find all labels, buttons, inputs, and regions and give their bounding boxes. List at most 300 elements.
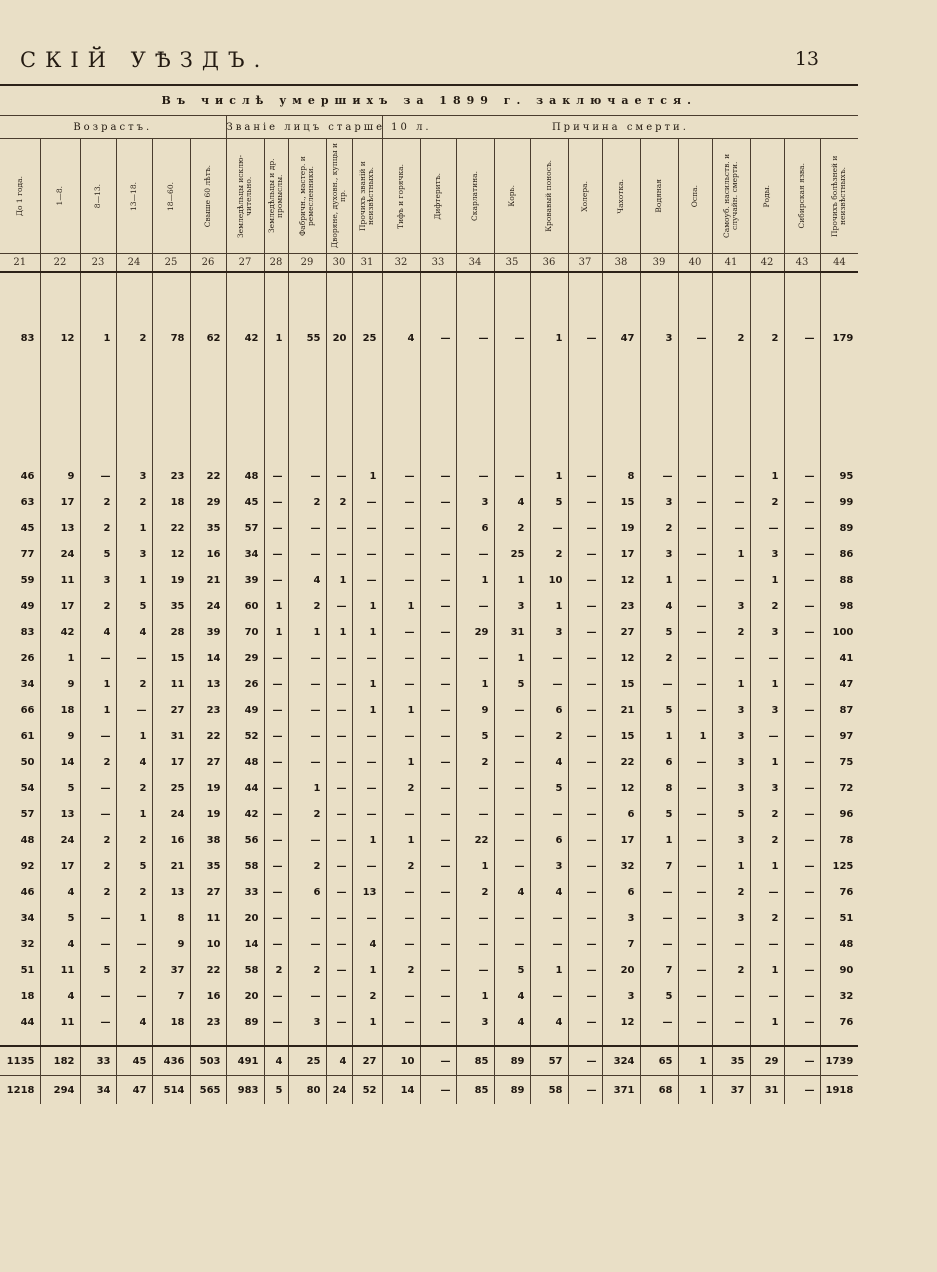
table-cell: 3 [712,749,750,775]
spacer-cell [152,453,190,463]
table-cell: — [494,931,530,957]
table-cell: — [326,515,352,541]
column-header-label: Свыше 60 лѣтъ. [203,164,212,228]
table-row [0,619,858,645]
table-cell: 5 [456,723,494,749]
table-cell: 4 [116,619,152,645]
table-cell: — [264,671,288,697]
table-cell: — [568,983,602,1009]
table-cell: 565 [190,1076,226,1105]
table-cell: 7 [602,931,640,957]
table-cell: — [784,671,820,697]
table-cell: — [326,671,352,697]
table-cell: 13 [152,879,190,905]
table-cell: — [568,801,602,827]
table-cell: — [264,541,288,567]
spacer-cell [116,1035,152,1046]
table-cell: 34 [20,678,35,690]
column-header-label: Земледѣльцы исклю-чительно. [236,154,253,238]
table-cell: 47 [602,283,640,393]
table-cell: — [712,489,750,515]
table-cell: 3 [750,775,784,801]
table-cell: 89 [820,515,858,541]
table-cell: 1 [640,723,678,749]
table-cell: — [784,541,820,567]
table-cell: — [352,801,382,827]
table-cell: — [678,749,712,775]
table-cell: 1 [116,567,152,593]
table-cell: — [784,489,820,515]
column-header [152,139,190,254]
running-head: СКІЙ УѢЗДЪ. [20,48,270,72]
table-cell: — [326,1009,352,1035]
table-cell: — [678,1009,712,1035]
table-cell: — [264,801,288,827]
table-cell: 1 [382,697,420,723]
table-cell: — [420,283,456,393]
spacer-cell [190,272,226,283]
table-cell: 1 [352,697,382,723]
column-header [568,139,602,254]
column-number: 38 [602,254,640,273]
table-cell: 1218 [0,1076,40,1105]
table-cell: 5 [80,957,116,983]
spacer-cell [288,453,326,463]
table-cell: 37 [152,957,190,983]
table-cell: — [784,645,820,671]
table-cell: — [678,541,712,567]
column-number: 44 [820,254,858,273]
table-cell: — [326,541,352,567]
spacer-cell [264,453,288,463]
table-cell: 25 [152,775,190,801]
table-cell: — [420,1046,456,1076]
table-cell: 3 [712,905,750,931]
table-cell: 24 [152,801,190,827]
table-cell: 1 [40,645,80,671]
table-cell: 48 [820,931,858,957]
table-cell: — [494,697,530,723]
table-row [0,775,858,801]
table-cell: — [784,801,820,827]
table-cell: 3 [712,827,750,853]
spacer-cell [326,423,352,453]
table-cell: 5 [494,957,530,983]
spacer-cell [382,453,420,463]
table-row [0,489,858,515]
column-header [602,139,640,254]
spacer-cell [712,423,750,453]
table-row [0,697,858,723]
spacer-cell [288,393,326,423]
table-cell: — [530,645,568,671]
column-header-label: Тифъ и горячка. [396,163,405,229]
table-cell: 10 [190,931,226,957]
table-cell: 27 [602,619,640,645]
table-cell: 44 [226,775,264,801]
table-cell: — [640,931,678,957]
table-cell: — [784,1046,820,1076]
table-cell: — [568,645,602,671]
table-cell: 9 [456,697,494,723]
table-cell: 17 [40,853,80,879]
page-number: 13 [794,48,819,70]
table-cell: — [678,489,712,515]
table-cell: 1 [264,283,288,393]
table-cell: 15 [602,489,640,515]
table-cell: 2 [712,619,750,645]
table-cell: — [420,905,456,931]
table-cell: 7 [640,853,678,879]
table-cell: 27 [152,697,190,723]
column-header [494,139,530,254]
table-cell: — [352,853,382,879]
table-cell: 3 [602,905,640,931]
table-cell: 1 [352,593,382,619]
table-cell: — [494,801,530,827]
spacer-cell [568,272,602,283]
table-cell: 19 [602,515,640,541]
table-cell: 15 [602,723,640,749]
table-cell: 34 [20,912,35,924]
table-cell: — [288,723,326,749]
table-row [0,567,858,593]
table-cell: — [784,853,820,879]
column-number: 36 [530,254,568,273]
table-cell: 5 [116,853,152,879]
column-header [640,139,678,254]
table-cell: 7 [640,957,678,983]
spacer-cell [750,393,784,423]
table-cell: 1 [750,1009,784,1035]
spacer-cell [784,272,820,283]
table-cell: 17 [152,749,190,775]
table-cell: 49 [20,600,35,612]
table-cell: 2 [712,957,750,983]
table-cell: — [80,931,116,957]
table-cell: 5 [530,489,568,515]
table-cell: 3 [456,489,494,515]
table-cell: 3 [80,567,116,593]
table-cell: 52 [352,1076,382,1105]
column-number: 33 [420,254,456,273]
table-cell: — [494,283,530,393]
spacer-cell [40,393,80,423]
table-cell: — [352,749,382,775]
table-cell: — [264,697,288,723]
spacer-row [0,1035,858,1046]
table-cell: 52 [226,723,264,749]
table-cell: 89 [226,1009,264,1035]
table-cell: 4 [40,931,80,957]
table-cell: — [678,697,712,723]
column-header [784,139,820,254]
table-cell: 3 [640,489,678,515]
spacer-cell [456,272,494,283]
table-cell: — [530,801,568,827]
table-cell: 983 [226,1076,264,1105]
spacer-cell [190,423,226,453]
column-header-label: Скарлатина. [470,171,479,221]
column-header-label: Сибирская язва. [797,163,806,229]
table-cell: — [640,1009,678,1035]
table-cell: 3 [288,1009,326,1035]
table-cell: 3 [530,619,568,645]
table-cell: — [420,489,456,515]
table-cell: — [784,983,820,1009]
table-cell: 58 [226,853,264,879]
table-cell: — [264,775,288,801]
column-header [530,139,568,254]
spacer-cell [568,393,602,423]
column-header [190,139,226,254]
spacer-cell [750,453,784,463]
table-cell: 3 [116,541,152,567]
table-cell: 33 [80,1046,116,1076]
table-cell: — [326,879,352,905]
table-cell: — [420,1076,456,1105]
table-cell: 3 [750,541,784,567]
table-cell: 44 [20,1016,35,1028]
table-cell: 2 [116,489,152,515]
table-cell: 5 [640,619,678,645]
table-cell: 98 [820,593,858,619]
table-cell: 1 [530,283,568,393]
table-cell: 13 [40,515,80,541]
table-cell: 45 [226,489,264,515]
column-header-label: Прочихъ болѣзней и неизвѣстныхъ. [830,155,848,237]
table-cell: 31 [750,1076,784,1105]
table-cell: — [678,619,712,645]
table-cell: — [568,931,602,957]
table-cell: 11 [40,957,80,983]
table-cell: 58 [226,957,264,983]
table-cell: — [712,983,750,1009]
table-cell: 3 [712,697,750,723]
table-cell: 11 [152,671,190,697]
table-cell: 3 [530,853,568,879]
column-header [288,139,326,254]
table-cell: 2 [750,593,784,619]
column-header-label: Холера. [580,180,589,212]
table-cell: 1 [382,593,420,619]
table-cell: — [80,723,116,749]
spacer-cell [712,453,750,463]
spacer-cell [226,272,264,283]
table-cell: 2 [288,593,326,619]
table-cell: — [382,723,420,749]
table-cell: 19 [190,775,226,801]
table-cell: 11 [40,567,80,593]
table-cell: 34 [226,541,264,567]
table-cell: — [288,463,326,489]
table-cell: 1 [80,283,116,393]
table-cell: — [264,879,288,905]
spacer-cell [640,453,678,463]
column-header [226,139,264,254]
table-cell: — [712,1009,750,1035]
table-cell: — [530,931,568,957]
spacer-cell [152,272,190,283]
table-cell: — [288,931,326,957]
summary-row [0,283,858,393]
column-number: 37 [568,254,602,273]
table-cell: — [678,567,712,593]
table-cell: 29 [226,645,264,671]
spacer-cell [820,1035,858,1046]
table-cell: — [420,593,456,619]
table-cell: 2 [712,879,750,905]
table-cell: 6 [640,749,678,775]
table-cell: 29 [190,489,226,515]
table-cell: — [494,853,530,879]
table-cell: — [326,853,352,879]
table-cell: 63 [20,496,35,508]
spacer-cell [152,393,190,423]
table-cell: 5 [494,671,530,697]
table-cell: — [80,463,116,489]
table-row [0,957,858,983]
table-cell: — [568,593,602,619]
column-number: 24 [116,254,152,273]
table-cell: 4 [494,983,530,1009]
table-cell: — [456,463,494,489]
table-cell: 6 [602,879,640,905]
table-cell: 1 [640,827,678,853]
table-cell: — [382,567,420,593]
table-cell: 1 [712,853,750,879]
table-cell: 4 [352,931,382,957]
spacer-cell [784,393,820,423]
table-cell: 55 [288,283,326,393]
table-cell: — [382,879,420,905]
table-cell: 2 [750,489,784,515]
spacer-cell [678,1035,712,1046]
column-header-label: Корь. [507,185,516,207]
table-cell: 5 [530,775,568,801]
table-cell: 20 [326,283,352,393]
table-cell: 4 [40,983,80,1009]
table-cell: 4 [288,567,326,593]
table-cell: 26 [20,652,35,664]
spacer-cell [678,393,712,423]
table-cell: 6 [288,879,326,905]
spacer-cell [678,453,712,463]
table-cell: 3 [712,723,750,749]
spacer-cell [420,423,456,453]
table-cell: 4 [40,879,80,905]
table-cell: 90 [820,957,858,983]
table-cell: — [420,697,456,723]
table-cell: — [420,957,456,983]
column-header [326,139,352,254]
table-cell: 25 [352,283,382,393]
spacer-cell [382,1035,420,1046]
column-header-label: До 1 года. [14,175,24,217]
table-cell: — [678,671,712,697]
table-cell: 68 [640,1076,678,1105]
table-cell: 17 [40,489,80,515]
table-cell: — [568,489,602,515]
spacer-cell [352,453,382,463]
table-cell: 32 [602,853,640,879]
table-row [0,853,858,879]
table-cell: — [678,905,712,931]
table-cell: — [382,541,420,567]
table-cell: 21 [602,697,640,723]
table-cell: — [456,957,494,983]
table-cell: 2 [80,593,116,619]
table-cell: — [784,567,820,593]
table-cell: 4 [494,879,530,905]
spacer-cell [494,393,530,423]
table-cell: 4 [530,1009,568,1035]
table-cell: — [678,515,712,541]
table-cell: 48 [226,749,264,775]
table-cell: 2 [750,283,784,393]
table-cell: 6 [530,697,568,723]
table-cell: 514 [152,1076,190,1105]
table-cell: 85 [456,1076,494,1105]
spacer-cell [226,393,264,423]
spacer-cell [420,1035,456,1046]
spacer-cell [568,423,602,453]
table-cell: 29 [456,619,494,645]
table-cell: — [420,827,456,853]
spacer-cell [456,453,494,463]
spacer-cell [264,393,288,423]
spacer-cell [602,1035,640,1046]
table-cell: 46 [20,886,35,898]
table-cell: 2 [530,723,568,749]
table-cell: — [420,723,456,749]
column-header [712,139,750,254]
table-cell: 45 [20,522,35,534]
table-cell: 72 [820,775,858,801]
table-cell: — [494,775,530,801]
table-cell: — [420,619,456,645]
spacer-cell [530,453,568,463]
table-cell: 1 [116,723,152,749]
table-cell: 17 [602,827,640,853]
table-cell: 18 [40,697,80,723]
group-cause: Причина смерти. [382,116,858,139]
spacer-cell [326,272,352,283]
table-cell: 12 [40,283,80,393]
table-cell: 1 [750,853,784,879]
table-cell: 24 [40,541,80,567]
table-cell: — [530,671,568,697]
table-cell: 37 [712,1076,750,1105]
table-cell: — [494,749,530,775]
table-cell: — [568,567,602,593]
table-cell: 16 [190,983,226,1009]
table-cell: 9 [40,463,80,489]
table-cell: — [784,957,820,983]
table-cell: — [382,645,420,671]
table-cell: — [568,879,602,905]
table-cell: 12 [152,541,190,567]
table-cell: — [530,983,568,1009]
column-number: 41 [712,254,750,273]
table-cell: 14 [226,931,264,957]
spacer-cell [352,272,382,283]
table-cell: — [456,593,494,619]
table-cell: 2 [80,853,116,879]
table-cell: — [326,749,352,775]
column-number: 35 [494,254,530,273]
table-cell: — [420,801,456,827]
